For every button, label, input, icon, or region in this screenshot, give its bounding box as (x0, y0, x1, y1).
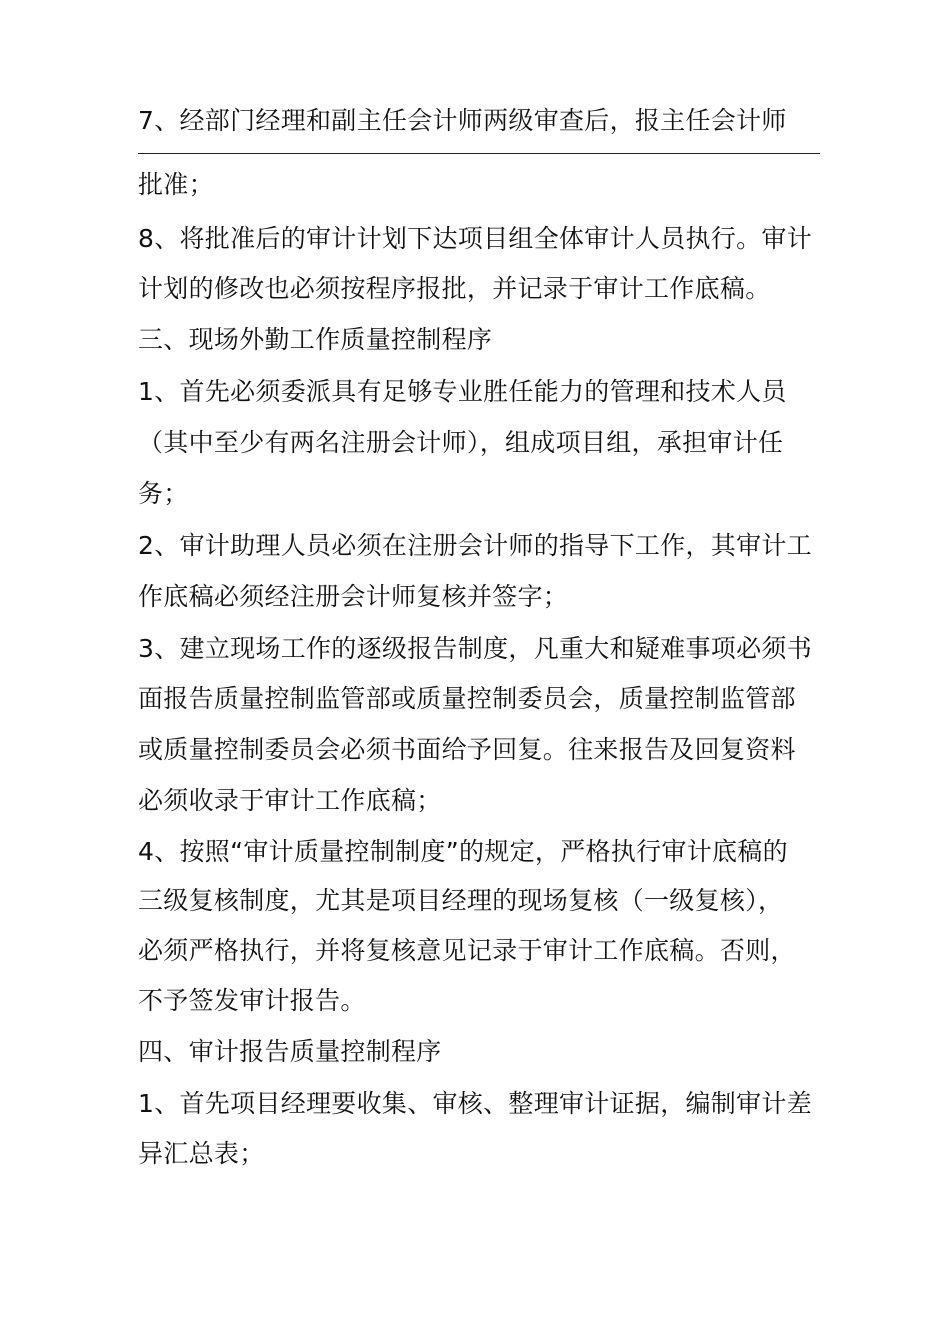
text-line: 必须收录于审计工作底稿； (138, 786, 442, 815)
text-line: 不予签发审计报告。 (138, 986, 366, 1015)
text-line: 4、按照“审计质量控制制度”的规定，严格执行审计底稿的 (138, 837, 788, 866)
text-line: 计划的修改也必须按程序报批，并记录于审计工作底稿。 (138, 274, 771, 303)
text-line: 1、首先项目经理要收集、审核、整理审计证据，编制审计差 (138, 1089, 813, 1118)
text-line: 三级复核制度，尤其是项目经理的现场复核（一级复核）， (138, 886, 784, 915)
text-line: 2、审计助理人员必须在注册会计师的指导下工作，其审计工 (138, 531, 813, 560)
text-line: 必须严格执行，并将复核意见记录于审计工作底稿。否则， (138, 936, 796, 965)
text-line: 1、首先必须委派具有足够专业胜任能力的管理和技术人员 (138, 377, 787, 406)
text-line: 面报告质量控制监管部或质量控制委员会，质量控制监管部 (138, 684, 796, 713)
text-line: 异汇总表； (138, 1139, 265, 1168)
section-heading: 四、审计报告质量控制程序 (138, 1037, 442, 1066)
text-line: 3、建立现场工作的逐级报告制度，凡重大和疑难事项必须书 (138, 634, 813, 663)
text-line: 或质量控制委员会必须书面给予回复。往来报告及回复资料 (138, 735, 796, 764)
text-line: 作底稿必须经注册会计师复核并签字； (138, 582, 569, 611)
horizontal-rule (138, 153, 820, 154)
text-line: 8、将批准后的审计计划下达项目组全体审计人员执行。审计 (138, 224, 813, 253)
text-line: 7、经部门经理和副主任会计师两级审查后，报主任会计师 (138, 106, 787, 135)
section-heading: 三、现场外勤工作质量控制程序 (138, 325, 493, 354)
text-line: 务； (138, 479, 189, 508)
text-line: 批准； (138, 170, 214, 199)
text-line: （其中至少有两名注册会计师），组成项目组，承担审计任 (138, 428, 784, 457)
